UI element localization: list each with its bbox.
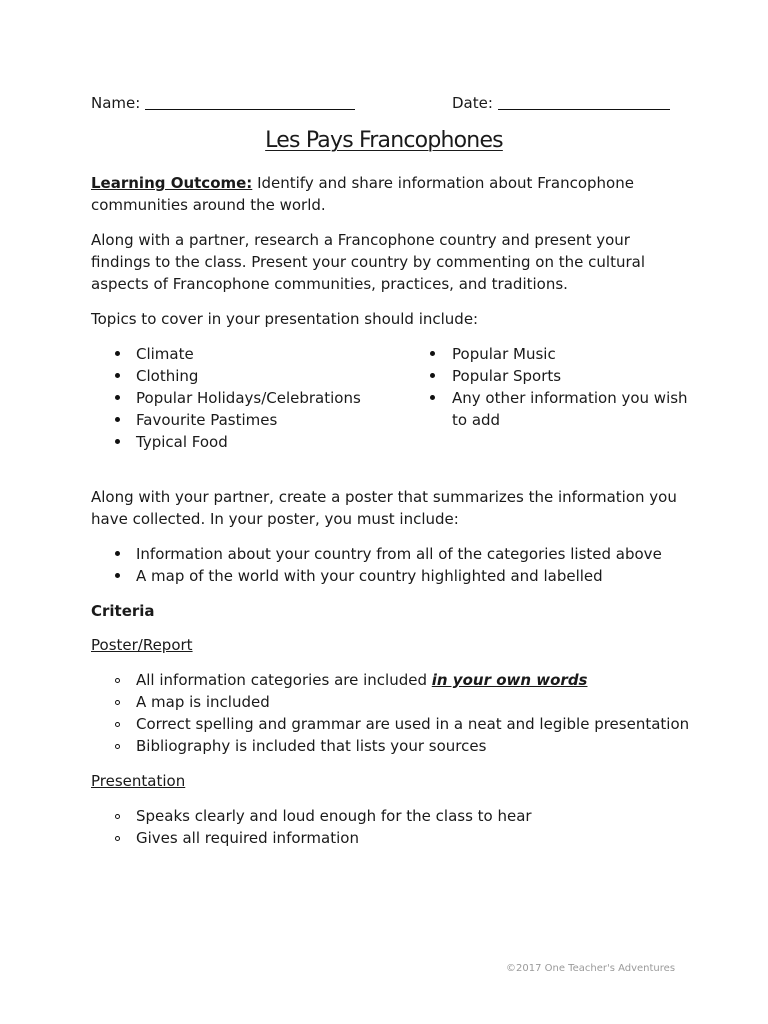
list-item: Clothing bbox=[136, 367, 199, 385]
list-item-continuation: to add bbox=[452, 411, 501, 429]
topics-heading: Topics to cover in your presentation should include: bbox=[91, 310, 479, 328]
list-item: Climate bbox=[136, 345, 194, 363]
circle-bullet-icon bbox=[115, 700, 120, 705]
list-item: Favourite Pastimes bbox=[136, 411, 278, 429]
bullet-icon bbox=[115, 417, 120, 422]
list-item: Typical Food bbox=[136, 433, 228, 451]
date-field bbox=[452, 92, 670, 114]
intro-line-3: aspects of Francophone communities, practices, and traditions. bbox=[91, 275, 568, 293]
circle-bullet-icon bbox=[115, 836, 120, 841]
criteria-item-text: All information categories are included bbox=[136, 671, 432, 689]
learning-outcome-line1 bbox=[91, 172, 634, 194]
list-item: Popular Music bbox=[452, 345, 556, 363]
bullet-icon bbox=[430, 395, 435, 400]
intro-line-2: findings to the class. Present your country by commenting on the cultural bbox=[91, 253, 645, 271]
emphasis-own-words: in your own words bbox=[431, 671, 588, 689]
date-label: Date: bbox=[452, 94, 493, 112]
list-item: A map is included bbox=[136, 693, 270, 711]
page-title: Les Pays Francophones bbox=[265, 128, 503, 153]
list-item: A map of the world with your country highlighted and labelled bbox=[136, 567, 603, 585]
circle-bullet-icon bbox=[115, 678, 120, 683]
list-item: Popular Holidays/Celebrations bbox=[136, 389, 361, 407]
circle-bullet-icon bbox=[115, 814, 120, 819]
list-item: Correct spelling and grammar are used in a neat and legible presentation bbox=[136, 715, 690, 733]
bullet-icon bbox=[115, 439, 120, 444]
list-item: Gives all required information bbox=[136, 829, 359, 847]
bullet-icon bbox=[115, 573, 120, 578]
poster-report-heading: Poster/Report bbox=[91, 636, 193, 654]
learning-outcome-label: Learning Outcome: bbox=[91, 174, 253, 192]
list-item: Any other information you wish bbox=[452, 389, 688, 407]
learning-outcome-text-1: Identify and share information about Francophone bbox=[252, 174, 634, 192]
bullet-icon bbox=[115, 373, 120, 378]
bullet-icon bbox=[115, 351, 120, 356]
name-blank-line[interactable] bbox=[145, 108, 355, 110]
intro-line-1: Along with a partner, research a Francophone country and present your bbox=[91, 231, 630, 249]
list-item: Bibliography is included that lists your sources bbox=[136, 737, 487, 755]
name-label: Name: bbox=[91, 94, 141, 112]
poster-intro-line-1: Along with your partner, create a poster that summarizes the information you bbox=[91, 488, 677, 506]
bullet-icon bbox=[430, 373, 435, 378]
list-item bbox=[136, 669, 587, 691]
list-item: Information about your country from all of the categories listed above bbox=[136, 545, 662, 563]
bullet-icon bbox=[115, 395, 120, 400]
list-item: Popular Sports bbox=[452, 367, 562, 385]
circle-bullet-icon bbox=[115, 744, 120, 749]
list-item: Speaks clearly and loud enough for the class to hear bbox=[136, 807, 532, 825]
presentation-heading: Presentation bbox=[91, 772, 186, 790]
bullet-icon bbox=[430, 351, 435, 356]
learning-outcome-text-2: communities around the world. bbox=[91, 196, 326, 214]
copyright-footer: ©2017 One Teacher's Adventures bbox=[506, 963, 676, 974]
criteria-heading: Criteria bbox=[91, 602, 155, 620]
name-field bbox=[91, 92, 355, 114]
bullet-icon bbox=[115, 551, 120, 556]
circle-bullet-icon bbox=[115, 722, 120, 727]
poster-intro-line-2: have collected. In your poster, you must include: bbox=[91, 510, 459, 528]
date-blank-line[interactable] bbox=[498, 108, 670, 110]
